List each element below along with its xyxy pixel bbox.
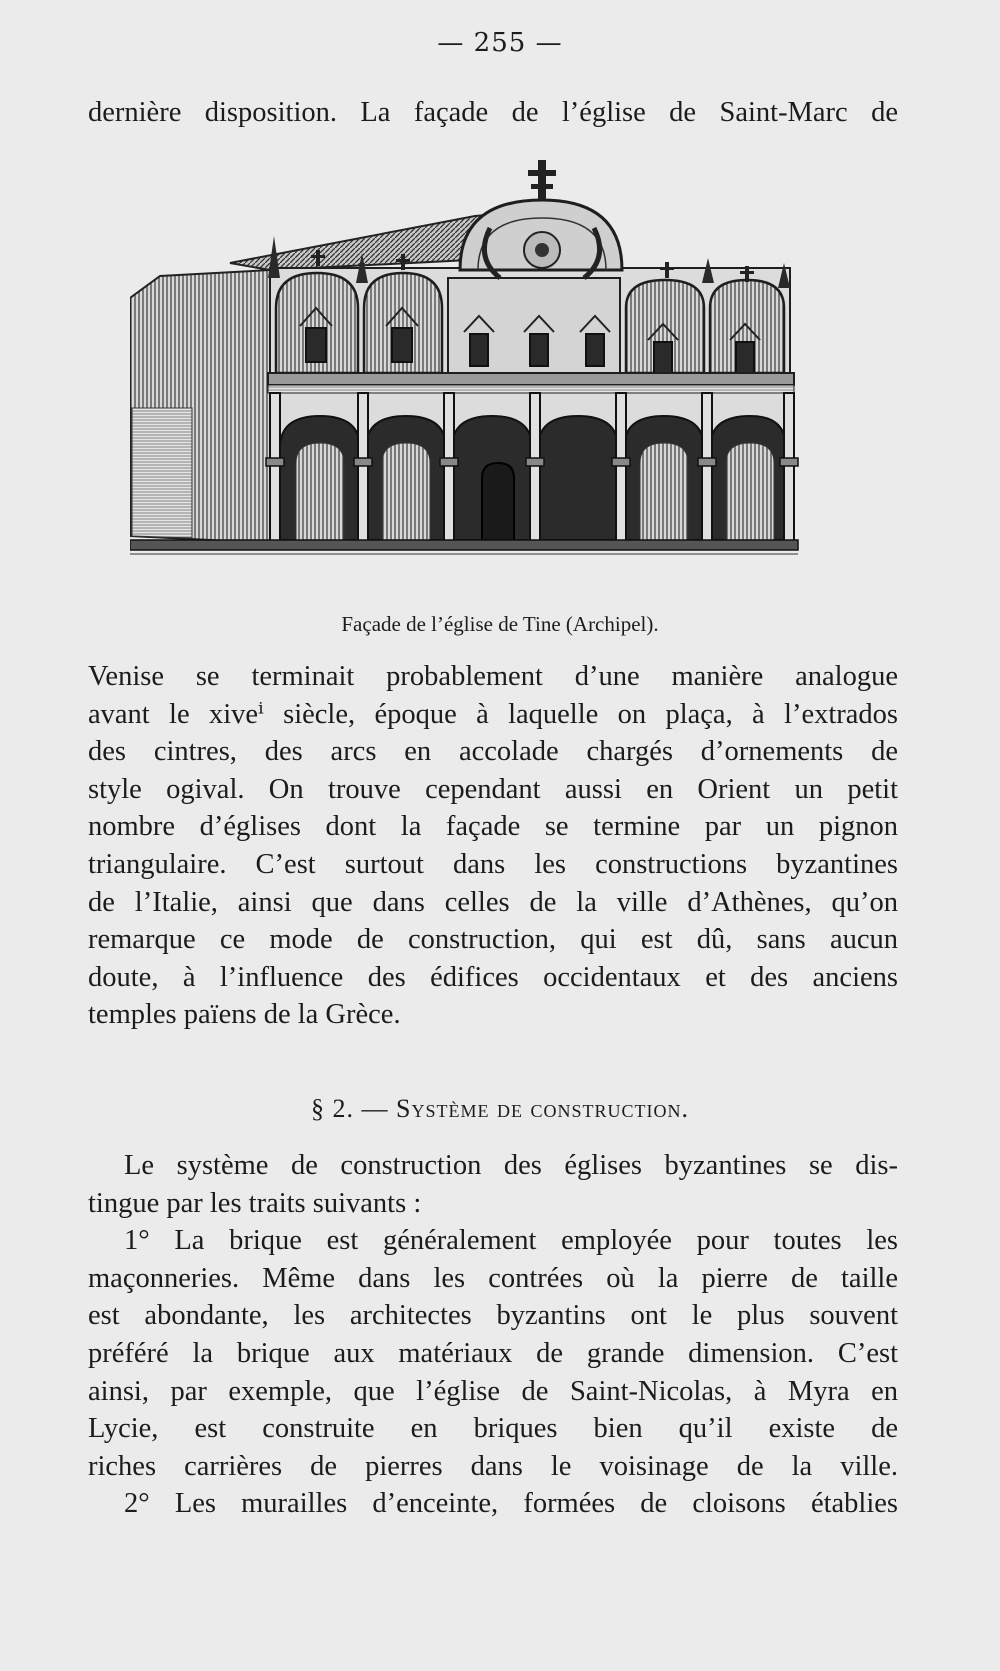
text-line: nombre d’églises dont la façade se termine par un pignon xyxy=(88,811,898,843)
opening-line-block xyxy=(88,94,898,132)
text-line: riches carrières de pierres dans le voisinage de la ville. xyxy=(88,1450,898,1482)
text-line: Le système de construction des églises byzantines se dis- xyxy=(124,1150,898,1181)
text-line: 1° La brique est généralement employée pour toutes les xyxy=(124,1225,898,1257)
section-heading: § 2. — Système de construction. xyxy=(311,1094,689,1123)
text-line: préféré la brique aux matériaux de grande dimension. C’est xyxy=(88,1337,898,1369)
paragraph-2 xyxy=(88,1147,898,1523)
text-line: doute, à l’influence des édifices occidentaux et des anciens xyxy=(88,961,898,993)
text-line: tingue par les traits suivants : xyxy=(88,1187,422,1219)
page-number: — 255 — xyxy=(437,28,563,58)
text-line: temples païens de la Grèce. xyxy=(88,999,401,1031)
paragraph-1 xyxy=(88,658,898,1034)
text-line: ainsi, par exemple, que l’église de Saint-Nicolas, à Myra en xyxy=(88,1375,898,1407)
text-line: de l’Italie, ainsi que dans celles de la ville d’Athènes, qu’on xyxy=(88,886,898,918)
text-line: est abondante, les architectes byzantins ont le plus souvent xyxy=(88,1300,898,1332)
text-line: Lycie, est construite en briques bien qu’il existe de xyxy=(88,1413,898,1445)
text-line: des cintres, des arcs en accolade chargés d’ornements de xyxy=(88,736,898,768)
text-line: avant le xiveⁱ siècle, époque à laquelle on plaça, à l’extrados xyxy=(88,698,898,730)
text-line: Venise se terminait probablement d’une manière analogue xyxy=(88,661,898,692)
text-line: remarque ce mode de construction, qui est dû, sans aucun xyxy=(88,924,898,956)
text-line: dernière disposition. La façade de l’église de Saint-Marc de xyxy=(88,97,898,128)
church-facade-engraving xyxy=(130,158,850,606)
text-line: triangulaire. C’est surtout dans les constructions byzantines xyxy=(88,848,898,880)
text-line: maçonneries. Même dans les contrées où la pierre de taille xyxy=(88,1262,898,1294)
text-line: 2° Les murailles d’enceinte, formées de cloisons établies xyxy=(124,1488,898,1520)
figure-caption: Façade de l’église de Tine (Archipel). xyxy=(341,612,659,636)
text-line: style ogival. On trouve cependant aussi en Orient un petit xyxy=(88,773,898,805)
